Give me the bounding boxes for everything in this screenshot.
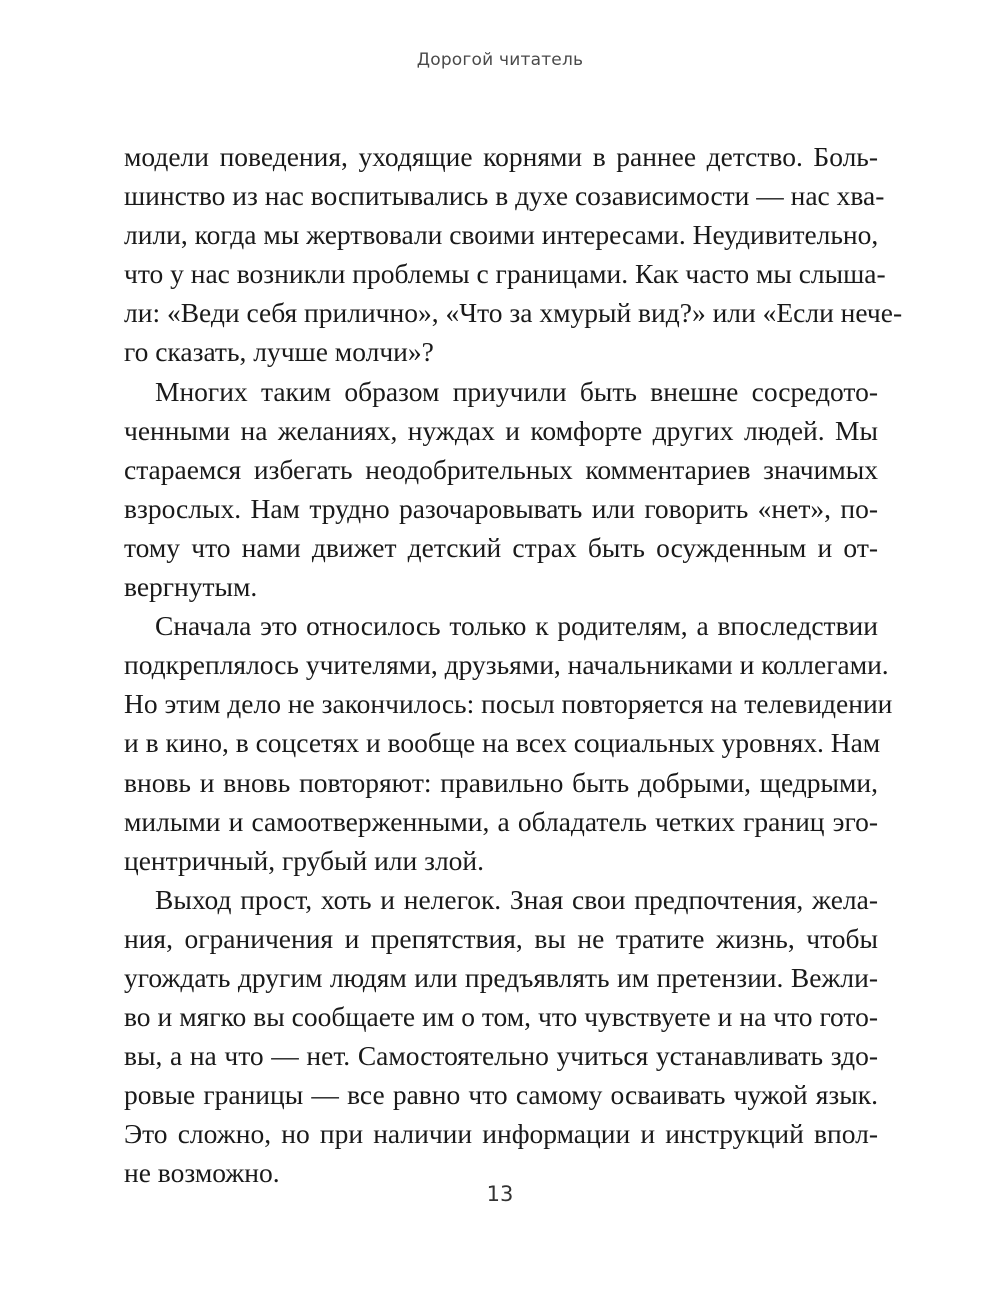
paragraph — [124, 137, 903, 372]
text-line: Многих таким образом приучили быть внешне сосредото- — [155, 375, 878, 407]
text-line: не возможно. — [124, 1157, 280, 1189]
text-line: угождать другим людям или предъявлять им претензии. Вежли- — [124, 961, 878, 993]
text-line: стараемся избегать неодобрительных комментариев значимых — [124, 453, 878, 485]
text-line: модели поведения, уходящие корнями в раннее детство. Боль- — [124, 141, 878, 172]
paragraph — [124, 606, 893, 880]
text-line: подкреплялось учителями, друзьями, начальниками и коллегами. — [124, 649, 889, 681]
text-line: ли: «Веди себя прилично», «Что за хмурый вид?» или «Если нече- — [124, 297, 903, 329]
text-line: милыми и самоотверженными, а обладатель четких границ эго- — [124, 805, 878, 837]
text-line: центричный, грубый или злой. — [124, 844, 485, 876]
text-line: ния, ограничения и препятствия, вы не тратите жизнь, чтобы — [124, 922, 878, 954]
page-number: 13 — [486, 1182, 514, 1206]
text-line: вергнутым. — [124, 571, 258, 603]
text-line: шинство из нас воспитывались в духе созависимости — нас хва- — [124, 180, 885, 212]
text-line: Это сложно, но при наличии информации и инструкций впол- — [124, 1118, 878, 1150]
text-line: и в кино, в соцсетях и вообще на всех социальных уровнях. Нам — [124, 727, 881, 759]
text-line: Сначала это относилось только к родителям, а впоследствии — [155, 610, 878, 642]
text-line: вновь и вновь повторяют: правильно быть добрыми, щедрыми, — [124, 766, 878, 798]
text-line: лили, когда мы жертвовали своими интересами. Неудивительно, — [124, 219, 879, 251]
text-line: вы, а на что — нет. Самостоятельно учиться устанавливать здо- — [124, 1040, 878, 1072]
paragraph — [124, 880, 878, 1193]
text-line: Но этим дело не закончилось: посыл повторяется на телевидении — [124, 688, 893, 720]
text-line: Выход прост, хоть и нелегок. Зная свои предпочтения, жела- — [155, 883, 878, 915]
running-head: Дорогой читатель — [416, 50, 584, 70]
text-line: ченными на желаниях, нуждах и комфорте других людей. Мы — [124, 414, 878, 446]
text-line: ровые границы — все равно что самому осваивать чужой язык. — [124, 1079, 878, 1111]
text-line: тому что нами движет детский страх быть осужденным и от- — [124, 531, 878, 563]
text-line: во и мягко вы сообщаете им о том, что чувствуете и на что гото- — [124, 1001, 878, 1033]
text-line: го сказать, лучше молчи»? — [124, 336, 434, 368]
paragraph — [124, 372, 878, 607]
text-line: что у нас возникли проблемы с границами. Как часто мы слыша- — [124, 258, 886, 290]
text-line: взрослых. Нам трудно разочаровывать или говорить «нет», по- — [124, 492, 878, 524]
body-text — [124, 137, 903, 1193]
